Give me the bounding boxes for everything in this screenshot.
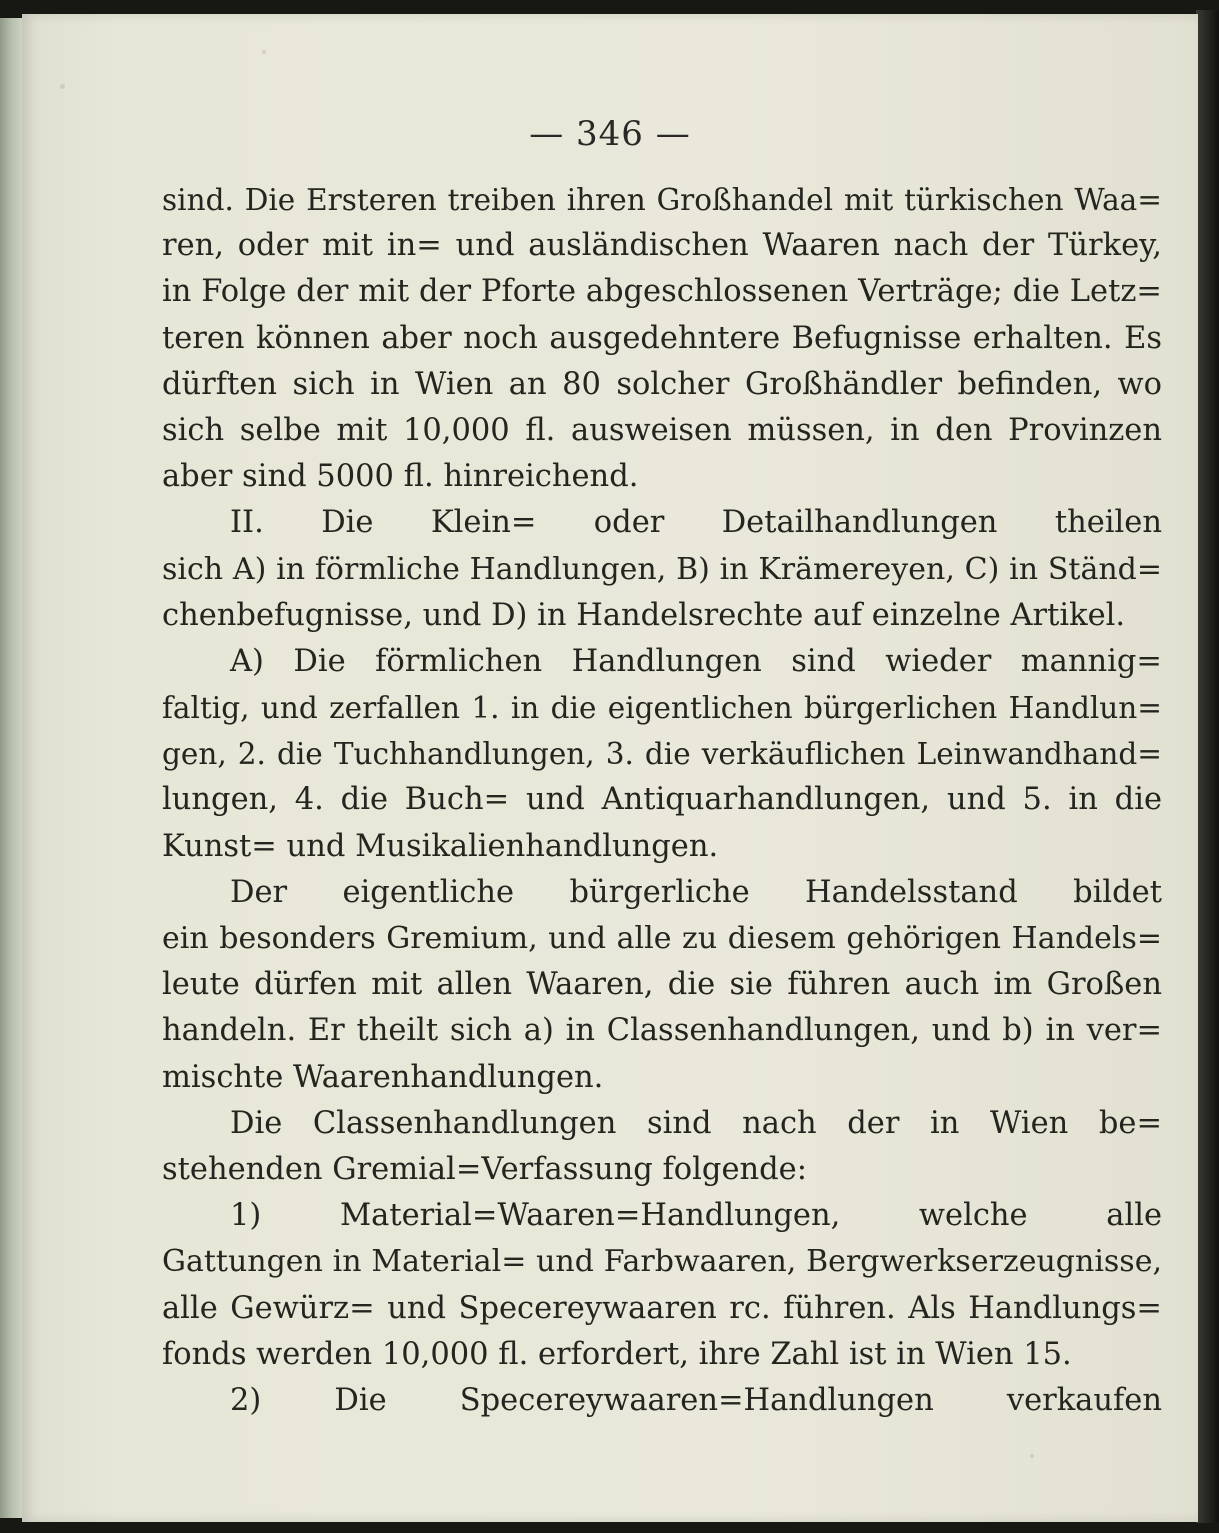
text-line: Gattungen in Material= und Farbwaaren, Bergwerkserzeugnisse, (162, 1244, 1162, 1280)
text-line: lungen, 4. die Buch= und Antiquarhandlungen, und 5. in die (162, 782, 1162, 818)
text-line: sich selbe mit 10,000 fl. ausweisen müssen, in den Provinzen (162, 412, 1162, 448)
text-line: fonds werden 10,000 fl. erfordert, ihre Zahl ist in Wien 15. (162, 1336, 1072, 1372)
text-line: sich A) in förmliche Handlungen, B) in Krämereyen, C) in Ständ= (162, 551, 1162, 587)
text-line: stehenden Gremial=Verfassung folgende: (162, 1151, 807, 1187)
text-line: 2) Die Specereywaaren=Handlungen verkaufen (230, 1382, 1162, 1418)
text-line: Der eigentliche bürgerliche Handelsstand bildet (230, 874, 1162, 910)
text-line: Die Classenhandlungen sind nach der in Wien be= (230, 1105, 1162, 1141)
text-line: in Folge der mit der Pforte abgeschlossenen Verträge; die Letz= (162, 274, 1162, 310)
body-text (162, 177, 1162, 1424)
text-line: mischte Waarenhandlungen. (162, 1059, 604, 1095)
text-line: gen, 2. die Tuchhandlungen, 3. die verkäuflichen Leinwandhand= (162, 737, 1162, 772)
text-line: leute dürfen mit allen Waaren, die sie führen auch im Großen (162, 967, 1162, 1003)
text-line: Kunst= und Musikalienhandlungen. (162, 828, 719, 864)
paper-spot (1030, 1454, 1034, 1458)
text-line: chenbefugnisse, und D) in Handelsrechte auf einzelne Artikel. (162, 597, 1126, 633)
text-line: II. Die Klein= oder Detailhandlungen theilen (230, 505, 1162, 541)
paper-spot (60, 84, 65, 89)
book-page (22, 14, 1198, 1522)
paper-spot (262, 50, 266, 54)
text-line: teren können aber noch ausgedehntere Befugnisse erhalten. Es (162, 320, 1162, 356)
text-line: handeln. Er theilt sich a) in Classenhandlungen, und b) in ver= (162, 1013, 1162, 1049)
page-right-edge (1196, 10, 1219, 1523)
text-line: sind. Die Ersteren treiben ihren Großhandel mit türkischen Waa= (162, 183, 1162, 217)
page-number: — 346 — (529, 114, 691, 154)
text-line: A) Die förmlichen Handlungen sind wieder mannig= (230, 643, 1162, 679)
text-line: dürften sich in Wien an 80 solcher Großhändler befinden, wo (162, 366, 1162, 402)
text-line: alle Gewürz= und Specereywaaren rc. führen. Als Handlungs= (162, 1290, 1162, 1326)
text-line: faltig, und zerfallen 1. in die eigentlichen bürgerlichen Handlun= (162, 691, 1162, 726)
text-line: aber sind 5000 fl. hinreichend. (162, 459, 639, 495)
text-line: ein besonders Gremium, und alle zu diesem gehörigen Handels= (162, 921, 1162, 956)
text-line: ren, oder mit in= und ausländischen Waaren nach der Türkey, (162, 228, 1162, 264)
text-line: 1) Material=Waaren=Handlungen, welche alle (230, 1198, 1162, 1234)
